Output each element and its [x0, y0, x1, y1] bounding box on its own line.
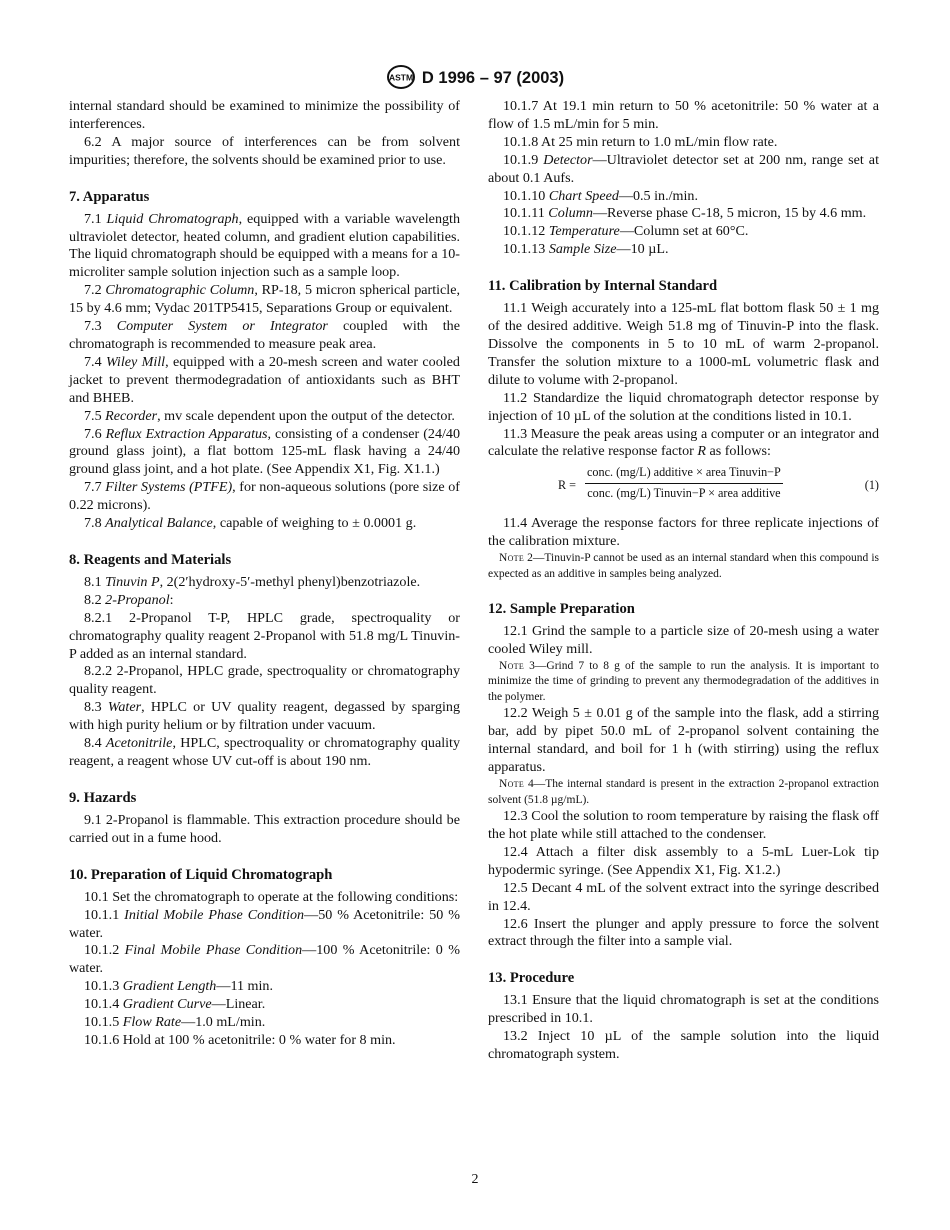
right-column: [488, 98, 879, 1064]
section-10-1-11: 10.1.11 Column—Reverse phase C-18, 5 micron, 15 by 4.6 mm.: [503, 205, 867, 222]
equation-number: (1): [864, 478, 879, 493]
section-8-2: 8.2 2-Propanol:: [84, 591, 174, 608]
section-7-2: 7.2 Chromatographic Column, RP-18, 5 micron spherical particle, 15 by 4.6 mm; Vydac 201TP5415, Separations Group or equivalent.: [69, 282, 460, 317]
astm-logo-icon: [386, 64, 416, 90]
section-8-2-1: 8.2.1 2-Propanol T-P, HPLC grade, spectroquality or chromatography quality reagent 2-Propanol with 51.8 mg/L Tinuvin-P added as an internal standard.: [69, 609, 460, 662]
equation-numerator: conc. (mg/L) additive × area Tinuvin−P: [585, 464, 783, 484]
astm-logo-text: ASTM: [388, 72, 413, 83]
document-designation: D 1996 – 97 (2003): [421, 69, 565, 87]
equation-1: [488, 464, 879, 508]
section-10-1-1: 10.1.1 Initial Mobile Phase Condition—50 % Acetonitrile: 50 % water.: [69, 906, 460, 941]
equation-lhs: R =: [558, 478, 577, 493]
paragraph: 6.2 A major source of interferences can be from solvent impurities; therefore, the solvents should be examined prior to use.: [69, 133, 460, 168]
section-10-1-2: 10.1.2 Final Mobile Phase Condition—100 % Acetonitrile: 0 % water.: [69, 942, 460, 977]
section-13-2: 13.2 Inject 10 µL of the sample solution into the liquid chromatograph system.: [488, 1028, 879, 1063]
section-7-8: 7.8 Analytical Balance, capable of weighing to ± 0.0001 g.: [84, 515, 417, 532]
section-12-4: 12.4 Attach a filter disk assembly to a 5-mL Luer-Lok tip hypodermic syringe. (See Appendix X1, Fig. X1.2.): [488, 843, 879, 878]
section-heading-calibration: 11. Calibration by Internal Standard: [488, 278, 718, 295]
section-7-5: 7.5 Recorder, mv scale dependent upon the output of the detector.: [84, 407, 455, 424]
page-header: [0, 64, 950, 90]
section-10-1-6: 10.1.6 Hold at 100 % acetonitrile: 0 % water for 8 min.: [84, 1031, 396, 1048]
section-heading-preparation: 10. Preparation of Liquid Chromatograph: [69, 866, 333, 883]
section-10-1-13: 10.1.13 Sample Size—10 µL.: [503, 241, 669, 258]
note-3: Note 3—Grind 7 to 8 g of the sample to run the analysis. It is important to minimize the time of grinding to prevent any thermodegradation of the additives in the polymer.: [488, 659, 879, 703]
section-11-2: 11.2 Standardize the liquid chromatograph detector response by injection of 10 µL of the solution at the conditions listed in 10.1.: [488, 389, 879, 424]
section-heading-reagents: 8. Reagents and Materials: [69, 551, 232, 568]
section-12-3: 12.3 Cool the solution to room temperature by raising the flask off the hot plate while still attached to the condenser.: [488, 808, 879, 842]
section-10-1-8: 10.1.8 At 25 min return to 1.0 mL/min flow rate.: [503, 133, 778, 150]
section-heading-procedure: 13. Procedure: [488, 970, 575, 987]
section-10-1-10: 10.1.10 Chart Speed—0.5 in./min.: [503, 187, 698, 204]
section-heading-sample-prep: 12. Sample Preparation: [488, 601, 635, 618]
section-10-1-7: 10.1.7 At 19.1 min return to 50 % acetonitrile: 50 % water at a flow of 1.5 mL/min for 5 min.: [488, 98, 879, 132]
section-8-2-2: 8.2.2 2-Propanol, HPLC grade, spectroquality or chromatography quality reagent.: [69, 663, 460, 698]
paragraph: internal standard should be examined to minimize the possibility of interferences.: [69, 98, 460, 132]
equation-fraction: [585, 464, 783, 503]
section-8-4: 8.4 Acetonitrile, HPLC, spectroquality or chromatography quality reagent, a reagent whose UV cut-off is about 190 nm.: [69, 735, 460, 769]
section-10-1-12: 10.1.12 Temperature—Column set at 60°C.: [503, 223, 749, 240]
section-8-3: 8.3 Water, HPLC or UV quality reagent, degassed by sparging with high purity helium or by filtration under vacuum.: [69, 699, 461, 734]
section-7-4: 7.4 Wiley Mill, equipped with a 20-mesh screen and water cooled jacket to prevent thermodegradation of antioxidants such as BHT and BHEB.: [69, 353, 460, 406]
section-11-4: 11.4 Average the response factors for three replicate injections of the calibration mixture.: [488, 515, 879, 550]
section-10-1-4: 10.1.4 Gradient Curve—Linear.: [84, 996, 266, 1013]
section-8-1: 8.1 Tinuvin P, 2(2′hydroxy-5′-methyl phenyl)benzotriazole.: [84, 573, 421, 590]
section-10-1: 10.1 Set the chromatograph to operate at the following conditions:: [84, 888, 459, 905]
equation-denominator: conc. (mg/L) Tinuvin−P × area additive: [587, 486, 781, 501]
page-number: 2: [471, 1172, 479, 1187]
section-7-7: 7.7 Filter Systems (PTFE), for non-aqueous solutions (pore size of 0.22 microns).: [69, 479, 460, 514]
section-12-1: 12.1 Grind the sample to a particle size of 20-mesh using a water cooled Wiley mill.: [488, 623, 879, 658]
section-heading-hazards: 9. Hazards: [69, 789, 137, 806]
note-4: Note 4—The internal standard is present in the extraction 2-propanol extraction solvent (51.8 µg/mL).: [488, 778, 879, 806]
section-9-1: 9.1 2-Propanol is flammable. This extraction procedure should be carried out in a fume hood.: [69, 811, 460, 846]
note-2: Note 2—Tinuvin-P cannot be used as an internal standard when this compound is expected as an additive in samples being analyzed.: [488, 552, 879, 580]
section-7-3: 7.3 Computer System or Integrator coupled with the chromatograph is recommended to measure peak area.: [69, 318, 460, 352]
section-10-1-3: 10.1.3 Gradient Length—11 min.: [84, 978, 273, 995]
section-12-5: 12.5 Decant 4 mL of the solvent extract into the syringe described in 12.4.: [488, 879, 879, 914]
section-10-1-5: 10.1.5 Flow Rate—1.0 mL/min.: [84, 1014, 266, 1031]
section-7-6: 7.6 Reflux Extraction Apparatus, consisting of a condenser (24/40 ground glass joint), a flat bottom 125-mL flask having a 24/40 ground glass joint, and a hot plate. (See Appendix X1, Fig. X1.1.): [69, 425, 461, 478]
section-heading-apparatus: 7. Apparatus: [69, 188, 150, 205]
section-13-1: 13.1 Ensure that the liquid chromatograph is set at the conditions prescribed in 10.1.: [488, 992, 879, 1027]
section-11-3: 11.3 Measure the peak areas using a computer or an integrator and calculate the relative response factor R as follows:: [488, 425, 879, 460]
section-11-1: 11.1 Weigh accurately into a 125-mL flat bottom flask 50 ± 1 mg of the desired additive. Weigh 51.8 mg of Tinuvin-P into the flask. Dissolve the components in 5 to 10 mL of warm 2-propanol. Transfer the solution mixture to a 1000-mL volumetric flask and dilute to volume with 2-propanol.: [488, 300, 879, 388]
section-12-2: 12.2 Weigh 5 ± 0.01 g of the sample into the flask, add a stirring bar, add by pipet 50.0 mL of 2-propanol solvent containing the internal standard, and boil for 1 h (with stirring) using the reflux apparatus.: [488, 705, 879, 776]
section-7-1: 7.1 Liquid Chromatograph, equipped with a variable wavelength ultraviolet detector, heated column, and gradient elution capabilities. The liquid chromatograph should be equipped with a means for a 10-microliter sample solution injection such as a sample loop.: [69, 210, 460, 281]
left-column: [69, 98, 460, 1050]
section-10-1-9: 10.1.9 Detector—Ultraviolet detector set at 200 nm, range set at about 0.1 Aufs.: [488, 151, 879, 186]
section-12-6: 12.6 Insert the plunger and apply pressure to force the solvent extract through the filter into a sample vial.: [488, 915, 879, 950]
